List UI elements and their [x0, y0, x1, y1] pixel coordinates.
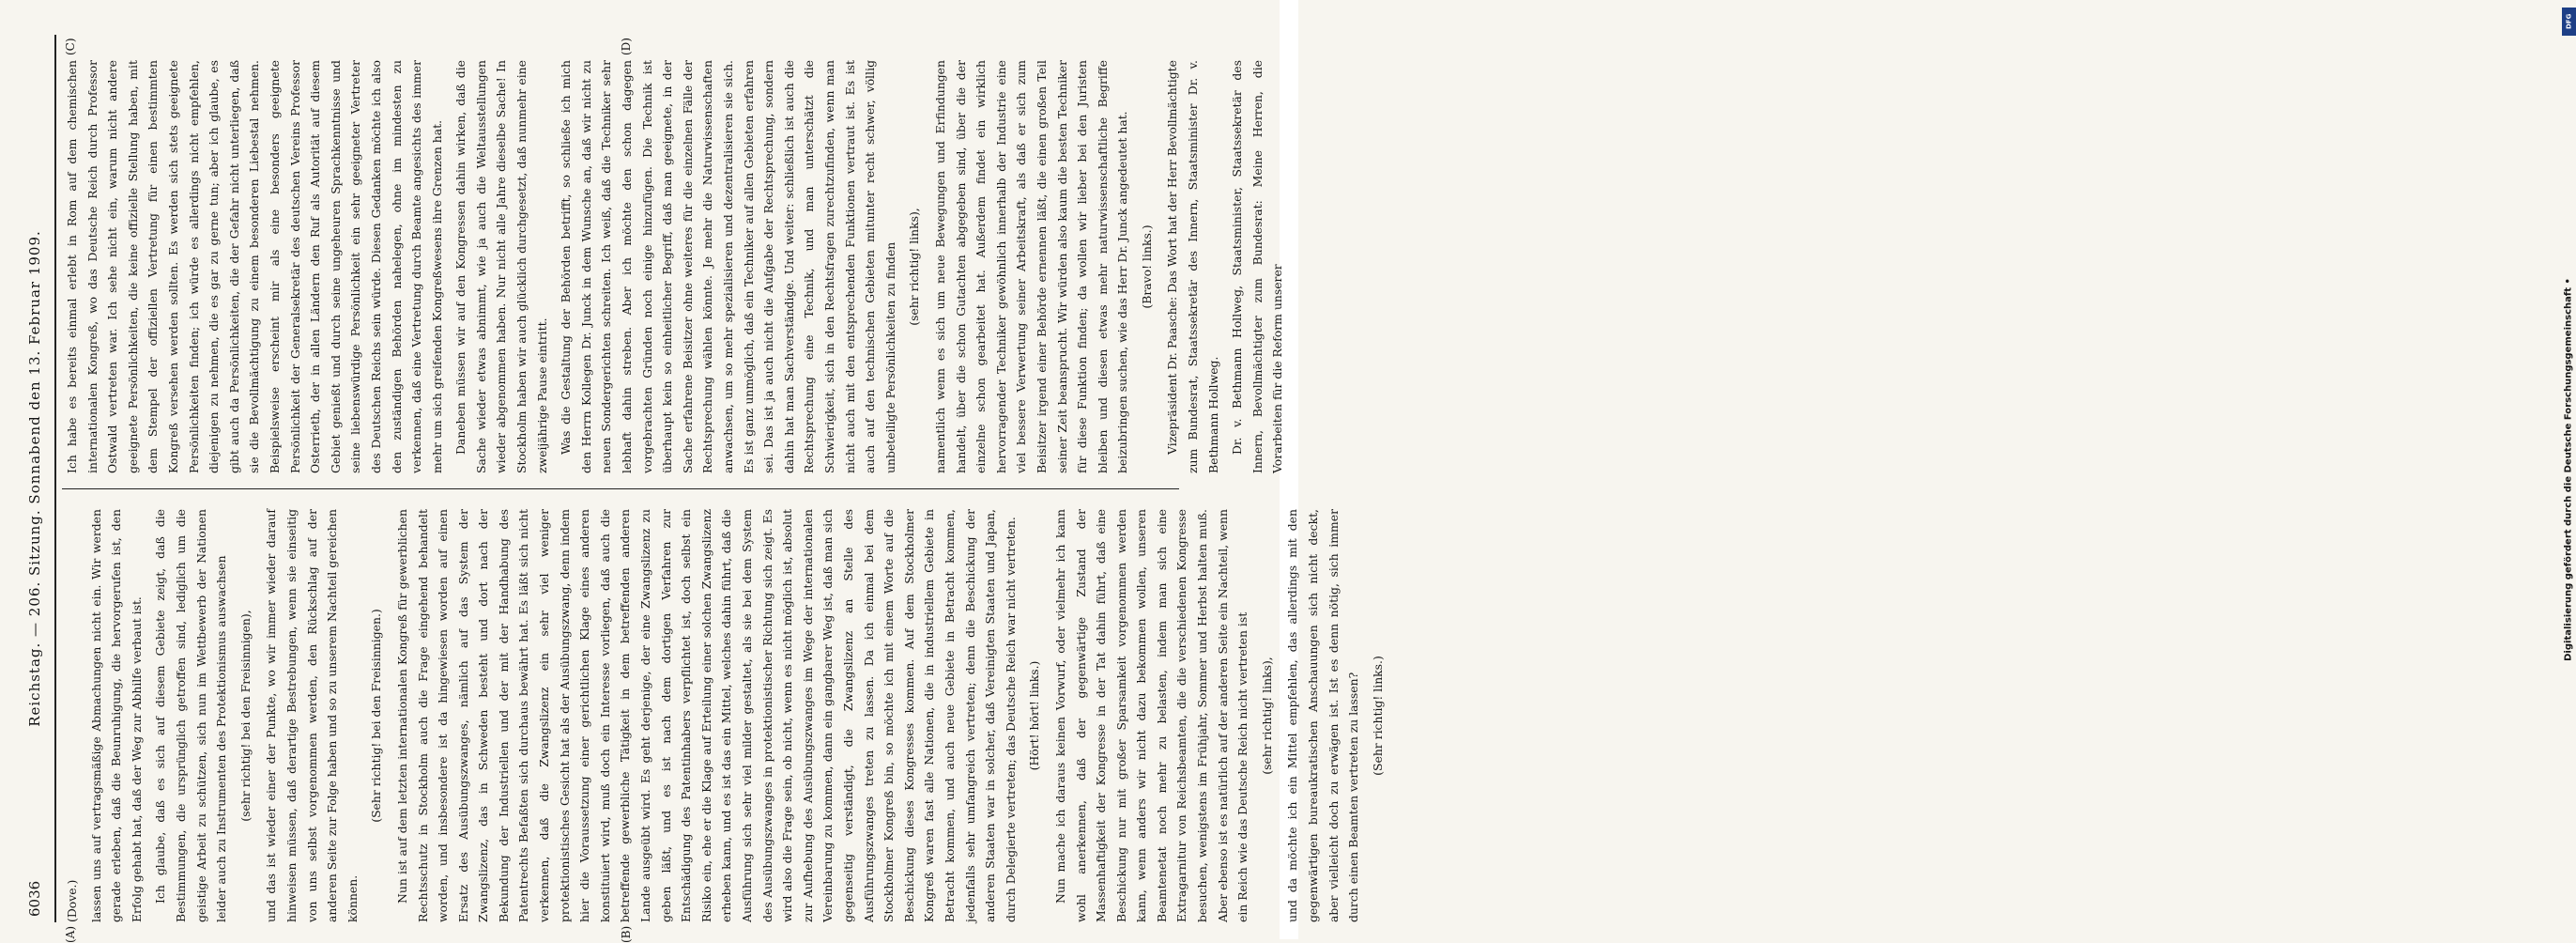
left-column: [62, 509, 1385, 922]
interjection: (Hört! hört! links.): [1027, 660, 1042, 771]
left-paragraph-6: und da möchte ich ein Mittel empfehlen, das allerdings mit den gegenwärtigen bureaukratischen Anschauungen sich nicht deckt, aber vielleicht doch zu erwägen ist. Ist es denn nötig, sich immer durch einen Beamten vertreten zu lassen?: [1285, 509, 1361, 922]
right-paragraph-4: namentlich wenn es sich um neue Bewegungen und Erfindungen handelt, über die schon Gutachten abgegeben sind, über die der einzelne schon gearbeitet hat. Außerdem findet ein wirklich hervorragender Techniker gewöhnlich innerhalb der Industrie eine viel bessere Verwertung seiner Arbeitskraft, als daß er sich zum Beisitzer irgend einer Behörde ernennen läßt, die einen großen Teil seiner Zeit beansprucht. Wir würden also kaum die besten Techniker für diese Funktion finden; da wollen wir lieber bei den Juristen bleiben und diesen etwas mehr naturwissenschaftliche Begriffe beizubringen suchen, wie das Herr Dr. Junck angedeutet hat.: [932, 60, 1130, 473]
margin-mark-a: (A): [64, 925, 77, 943]
left-paragraph-4: Nun ist auf dem letzten internationalen Kongreß für gewerblichen Rechtsschutz in Stockholm auch die Frage eingehend behandelt worden, und insbesondere ist da hingewiesen worden auf einen Ersatz des Ausübungszwanges, nämlich auf das System der Zwangslizenz, das in Schweden besteht und dort nach der Bekundung der Industriellen und der mit der Handhabung des Patentrechts Befaßten sich durchaus bewährt hat. Es läßt sich nicht verkennen, daß die Zwangslizenz ein sehr viel weniger protektionistisches Gesicht hat als der Ausübungszwang, denn indem hier die Voraussetzung einer gerichtlichen Klage eines anderen konstituiert wird, muß doch ein Interesse vorliegen, daß auch die betreffende gewerbliche Tätigkeit in dem betreffenden anderen Lande ausgeübt wird. Es geht derjenige, der eine Zwangslizenz zu geben läßt, und es ist nach dem dortigen Verfahren zur Entschädigung des Patentinhabers verpflichtet ist, doch selbst ein Risiko ein, ehe er die Klage auf Erteilung einer solchen Zwangslizenz erheben kann, und es ist das ein Mittel, welches dahin führt, daß die Ausführung sich sehr viel milder gestaltet, als sie bei dem System des Ausübungszwanges in protektionistischer Richtung sich zeigt. Es wird also die Frage sein, ob nicht, wenn es nicht möglich ist, absolut zur Aufhebung des Ausübungszwanges im Wege der internationalen Vereinbarung zu kommen, dann ein gangbarer Weg ist, daß man sich gegenseitig verständigt, die Zwangslizenz an Stelle des Ausführungszwanges treten zu lassen. Da ich einmal bei dem Stockholmer Kongreß bin, so möchte ich mit einem Worte auf die Beschickung dieses Kongresses kommen. Auf dem Stockholmer Kongreß waren fast alle Nationen, die in industriellem Gebiete in Betracht kommen, und auch neue Gebiete in Betracht kommen, jedenfalls sehr umfangreich vertreten; denn die Beschickung der anderen Staaten war in solcher, daß Vereinigten Staaten und Japan, durch Delegierte vertreten; das Deutsche Reich war nicht vertreten.: [394, 509, 1018, 922]
interjection: (Bravo! links.): [1139, 224, 1154, 309]
right-paragraph-3: Was die Gestaltung der Behörden betrifft, so schließe ich mich den Herrn Kollegen Dr. Junck in dem Wunsche an, daß wir nicht zu neuen Sondergerichten schreiten. Ich weiß, daß die Techniker sehr lebhaft dahin streben. Aber ich möchte den schon dagegen vorgebrachten Gründen noch einige hinzufügen. Die Technik ist überhaupt kein so einheitlicher Begriff, daß man geeignete, in der Sache erfahrene Beisitzer ohne weiteres für die einzelnen Fälle der Rechtsprechung wählen könnte. Je mehr die Naturwissenschaften anwachsen, um so mehr spezialisieren und dezentralisieren sie sich. Es ist ganz unmöglich, daß ein Techniker auf allen Gebieten erfahren sei. Das ist ja auch nicht die Aufgabe der Rechtsprechung, sondern dahin hat man Sachverständige. Und weiter: schließlich ist auch die Rechtsprechung eine Technik, und man unterschätzt die Schwierigkeit, sich in den Rechtsfragen zurechtzufinden, wenn man nicht auch mit den entsprechenden Funktionen vertraut ist. Es ist auch auf den technischen Gebieten mitunter recht schwer, völlig unbeteiligte Persönlichkeiten zu finden: [559, 60, 897, 473]
header-rule: [54, 35, 56, 922]
right-paragraph-1: Ich habe es bereits einmal erlebt in Rom auf dem chemischen internationalen Kongreß, wo das Deutsche Reich durch Professor Ostwald vertreten war. Ich sehe nicht ein, warum nicht andere geeignete Persönlichkeiten, die keine offizielle Stellung haben, mit dem Stempel der offiziellen Vertretung für einen bestimmten Kongreß versehen werden sollten. Es werden sich stets geeignete Persönlichkeiten finden; ich würde es allerdings nicht empfehlen, diejenigen zu nehmen, die es gar zu gerne tun; aber ich glaube, es gibt auch da Persönlichkeiten, die der Gefahr nicht unterliegen, daß sie die Bevollmächtigung zu einem besonderen Liebestal nehmen. Beispielsweise erscheint mir als eine besonders geeignete Persönlichkeit der Generalsekretär des deutschen Vereins Professor Osterrieth, der in allen Ländern den Ruf als Autorität auf diesem Gebiet genießt und durch seine ungeheuren Sprachkenntnisse und seine liebenswürdige Persönlichkeit ein sehr geeigneter Vertreter des Deutschen Reichs sein würde. Diesen Gedanken möchte ich also den zuständigen Behörden nahelegen, ohne im mindesten zu verkennen, daß eine Vertretung durch Beamte angesichts des immer mehr um sich greifenden Kongreßwesens ihre Grenzen hat.: [65, 60, 444, 473]
dfg-logo: DFG: [2562, 8, 2576, 36]
right-paragraph-5: Vizepräsident Dr. Paasche: Das Wort hat der Herr Bevollmächtigte zum Bundesrat, Staatssekretär des Innern, Staatsminister Dr. v. Bethmann Hollweg.: [1165, 60, 1220, 473]
left-paragraph-2: Ich glaube, daß es sich auf diesem Gebiete zeigt, daß die Bestimmungen, die ursprünglich getroffen sind, lediglich um die geistige Arbeit zu schützen, sich nun im Wettbewerb der Nationen leider auch zu Instrumenten des Protektionismus auswachsen: [153, 509, 229, 922]
margin-mark-b: (B): [620, 925, 633, 943]
right-column: [62, 60, 1285, 473]
left-paragraph-1: lassen uns auf vertragsmäßige Abmachungen nicht ein. Wir werden gerade erleben, daß die Beunruhigung, die hervorgerufen ist, den Erfolg gehabt hat, daß der Weg zur Abhilfe verbaut ist.: [88, 509, 144, 922]
page-header: [19, 35, 56, 922]
interjection: (Sehr richtig! links.): [1370, 656, 1385, 776]
interjection: (Sehr richtig! bei den Freisinnigen.): [369, 609, 384, 823]
page-title: Reichstag. — 206. Sitzung. Sonnabend den 13. Februar 1909.: [26, 230, 43, 727]
interjection: (sehr richtig! links),: [907, 208, 922, 326]
margin-mark-c: (C): [64, 38, 77, 55]
scanned-page: [19, 35, 1385, 943]
column-divider: [62, 488, 1179, 489]
speaker-tag: (Dove.): [65, 879, 79, 922]
interjection: (sehr richtig! links),: [1259, 657, 1274, 775]
right-paragraph-2: Daneben müssen wir auf den Kongressen dahin wirken, daß die Sache wieder etwas abnimmt, wie ja auch die Weltausstellungen wieder abgenommen haben. Nur nicht alle Jahre dieselbe Sache! In Stockholm haben wir auch glücklich durchgesetzt, daß nunmehr eine zweijährige Pause eintritt.: [453, 60, 549, 473]
funding-notice: Digitalisierung gefördert durch die Deutsche Forschungsgemeinschaft •: [2563, 278, 2574, 661]
left-paragraph-5: Nun mache ich daraus keinen Vorwurf, oder vielmehr ich kann wohl anerkennen, daß der gegenwärtige Zustand der Massenhaftigkeit der Kongresse in der Tat dahin führt, daß eine Beschickung nur mit großer Sparsamkeit vorgenommen werden kann, wenn anders wir nicht dazu bekommen wollen, unseren Beamtenetat noch mehr zu belasten, indem man sich eine Extragarnitur von Reichsbeamten, die die verschiedenen Kongresse besuchen, wenigstens im Frühjahr, Sommer und Herbst halten muß. Aber ebenso ist es natürlich auf der anderen Seite ein Nachteil, wenn ein Reich wie das Deutsche Reich nicht vertreten ist: [1052, 509, 1250, 922]
interjection: (sehr richtig! bei den Freisinnigen),: [238, 610, 253, 822]
right-paragraph-6: Dr. v. Bethmann Hollweg, Staatsminister, Staatssekretär des Innern, Bevollmächtigter zum Bundesrat: Meine Herren, die Vorarbeiten für die Reform unserer: [1230, 60, 1285, 473]
left-paragraph-3: und das ist wieder einer der Punkte, wo wir immer wieder darauf hinweisen müssen, daß derartige Bestrebungen, wenn sie einseitig von uns selbst vorgenommen werden, den Rückschlag auf der anderen Seite zur Folge haben und so zu unserem Nachteil gereichen können.: [264, 509, 360, 922]
page-number: 6036: [26, 880, 43, 917]
margin-mark-d: (D): [620, 38, 633, 55]
